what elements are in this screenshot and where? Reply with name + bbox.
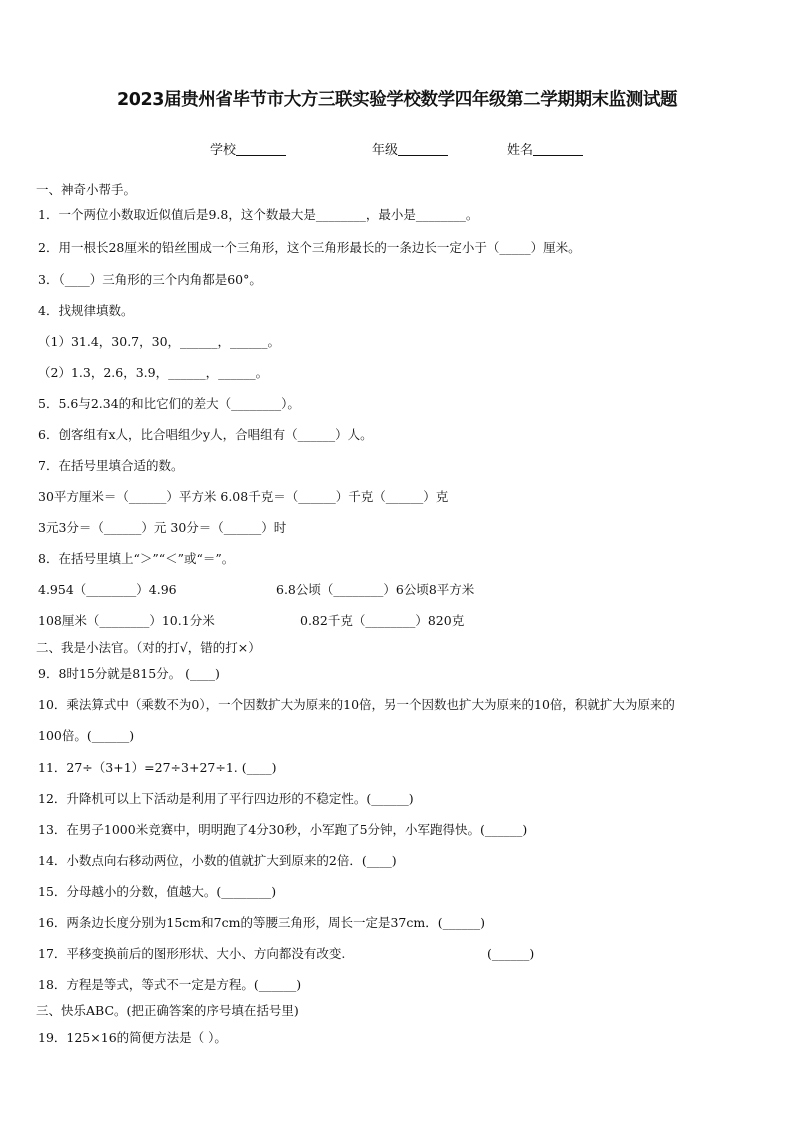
question-8-c: 108厘米（________）10.1分米	[38, 613, 215, 628]
question-10-cont: 100倍。(______)	[38, 728, 135, 743]
question-15: 15．分母越小的分数，值越大。(________)	[38, 884, 277, 899]
question-16: 16．两条边长度分别为15cm和7cm的等腰三角形，周长一定是37cm．(______)	[38, 915, 485, 930]
question-12: 12．升降机可以上下活动是利用了平行四边形的不稳定性。(______)	[38, 791, 414, 806]
question-7-row-1: 30平方厘米＝（______）平方米 6.08千克＝（______）千克（______）克	[38, 489, 449, 504]
question-18: 18．方程是等式，等式不一定是方程。(______)	[38, 977, 302, 992]
page-title: 2023届贵州省毕节市大方三联实验学校数学四年级第二学期期末监测试题	[116, 90, 678, 110]
question-19: 19．125×16的简便方法是（ ）。	[38, 1030, 227, 1045]
section-3-heading: 三、快乐ABC。(把正确答案的序号填在括号里)	[36, 1003, 299, 1018]
school-field[interactable]	[210, 139, 286, 158]
name-blank[interactable]	[533, 143, 583, 156]
question-8-b: 6.8公顷（________）6公顷8平方米	[276, 582, 475, 597]
question-8: 8．在括号里填上“＞”“＜”或“＝”。	[38, 551, 235, 566]
school-blank[interactable]	[236, 143, 286, 156]
question-3: 3．（____）三角形的三个内角都是60°。	[38, 272, 262, 287]
question-14: 14．小数点向右移动两位，小数的值就扩大到原来的2倍．(____)	[38, 853, 397, 868]
question-1: 1．一个两位小数取近似值后是9.8，这个数最大是________，最小是________。	[38, 207, 479, 222]
question-13: 13．在男子1000米竞赛中，明明跑了4分30秒，小军跑了5分钟，小军跑得快。(______)	[38, 822, 528, 837]
question-4-part-2: （2）1.3，2.6，3.9，______，______。	[38, 365, 269, 380]
question-2: 2．用一根长28厘米的铅丝围成一个三角形，这个三角形最长的一条边长一定小于（_____）厘米。	[38, 240, 581, 255]
question-6: 6．创客组有x人，比合唱组少y人，合唱组有（______）人。	[38, 427, 373, 442]
section-2-heading: 二、我是小法官。（对的打√，错的打×）	[36, 640, 261, 655]
question-7-row-2: 3元3分＝（______）元 30分＝（______）时	[38, 520, 287, 535]
name-label: 姓名	[507, 143, 534, 158]
school-label: 学校	[210, 143, 237, 158]
grade-blank[interactable]	[398, 143, 448, 156]
question-4-part-1: （1）31.4，30.7，30，______，______。	[38, 334, 281, 349]
grade-field[interactable]	[372, 139, 448, 158]
question-11: 11．27÷（3+1）=27÷3+27÷1. (____)	[38, 760, 277, 775]
section-1-heading: 一、神奇小帮手。	[36, 182, 137, 197]
question-17-answer-blank[interactable]: (______)	[487, 946, 535, 961]
question-7: 7．在括号里填合适的数。	[38, 458, 184, 473]
name-field[interactable]	[507, 139, 583, 158]
question-10: 10．乘法算式中（乘数不为0），一个因数扩大为原来的10倍，另一个因数也扩大为原来的10倍，积就扩大为原来的	[38, 697, 675, 712]
question-17: 17．平移变换前后的图形形状、大小、方向都没有改变.	[38, 946, 346, 961]
question-8-a: 4.954（________）4.96	[38, 582, 177, 597]
question-9: 9．8时15分就是815分。 (____)	[38, 666, 220, 681]
question-5: 5．5.6与2.34的和比它们的差大（________）。	[38, 396, 300, 411]
question-8-d: 0.82千克（________）820克	[300, 613, 465, 628]
question-4: 4．找规律填数。	[38, 303, 134, 318]
grade-label: 年级	[372, 143, 399, 158]
